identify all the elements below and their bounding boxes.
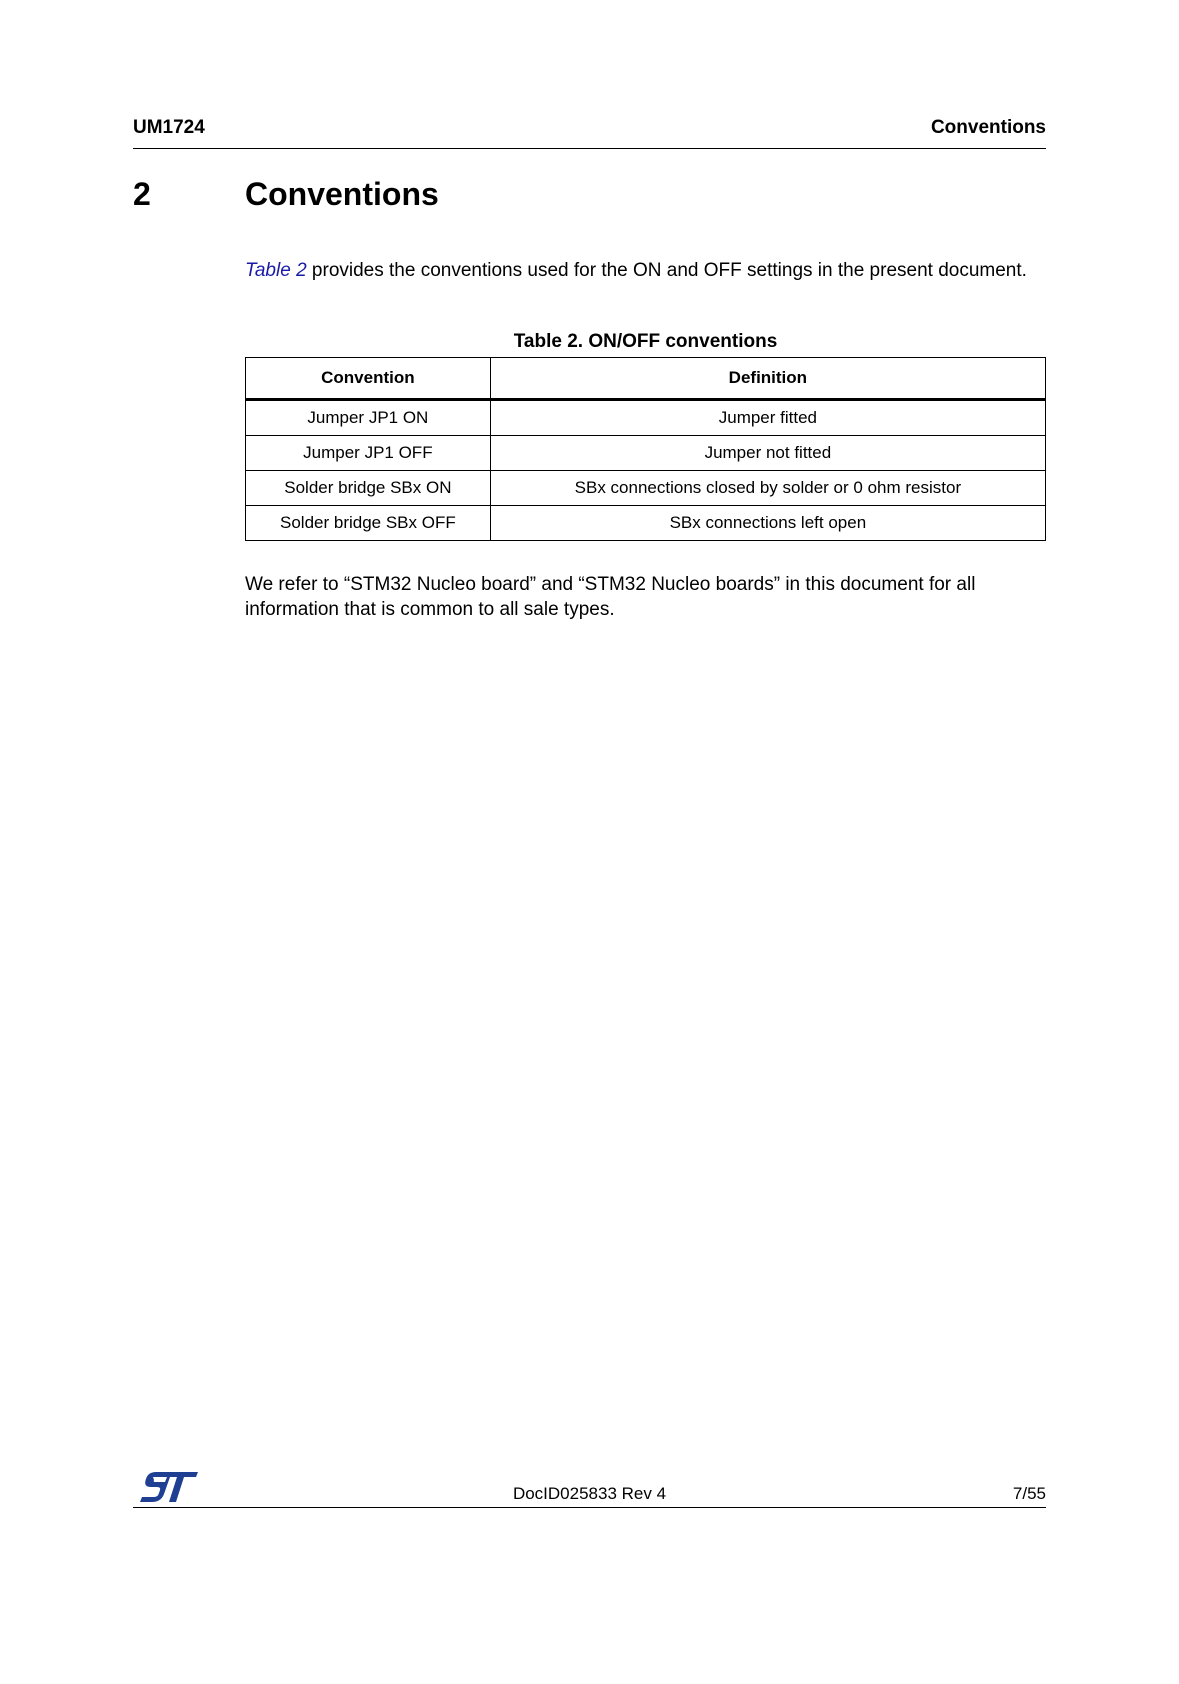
section-number: 2 (133, 176, 151, 212)
table-row (246, 506, 1046, 541)
header-doc-code: UM1724 (133, 117, 205, 138)
intro-paragraph (245, 258, 1035, 283)
header-convention: Convention (246, 358, 491, 400)
cell-definition: SBx connections left open (490, 506, 1045, 541)
cell-definition: Jumper not fitted (490, 436, 1045, 471)
footer-doc-id: DocID025833 Rev 4 (512, 1484, 667, 1503)
cell-definition: SBx connections closed by solder or 0 ohm resistor (490, 471, 1045, 506)
cell-convention: Jumper JP1 OFF (246, 436, 491, 471)
header-definition: Definition (490, 358, 1045, 400)
cell-convention: Jumper JP1 ON (246, 400, 491, 436)
table-row (246, 436, 1046, 471)
header-section-name: Conventions (930, 117, 1046, 138)
footer-rule (133, 1507, 1046, 1508)
cell-convention: Solder bridge SBx ON (246, 471, 491, 506)
cell-convention: Solder bridge SBx OFF (246, 506, 491, 541)
table-row (246, 471, 1046, 506)
conventions-table (245, 357, 1046, 541)
table-row (246, 400, 1046, 436)
closing-paragraph: We refer to “STM32 Nucleo board” and “STM32 Nucleo boards” in this document for all information that is common to all sale types. (245, 574, 976, 620)
section-title: Conventions (245, 176, 439, 212)
table-caption: Table 2. ON/OFF conventions (513, 331, 778, 352)
table-2-link[interactable]: Table 2 (245, 260, 307, 281)
cell-definition: Jumper fitted (490, 400, 1045, 436)
intro-text: provides the conventions used for the ON and OFF settings in the present document. (306, 260, 1027, 281)
header-rule (133, 148, 1046, 149)
table-header-row (246, 358, 1046, 400)
footer-page-number: 7/55 (1012, 1484, 1046, 1503)
